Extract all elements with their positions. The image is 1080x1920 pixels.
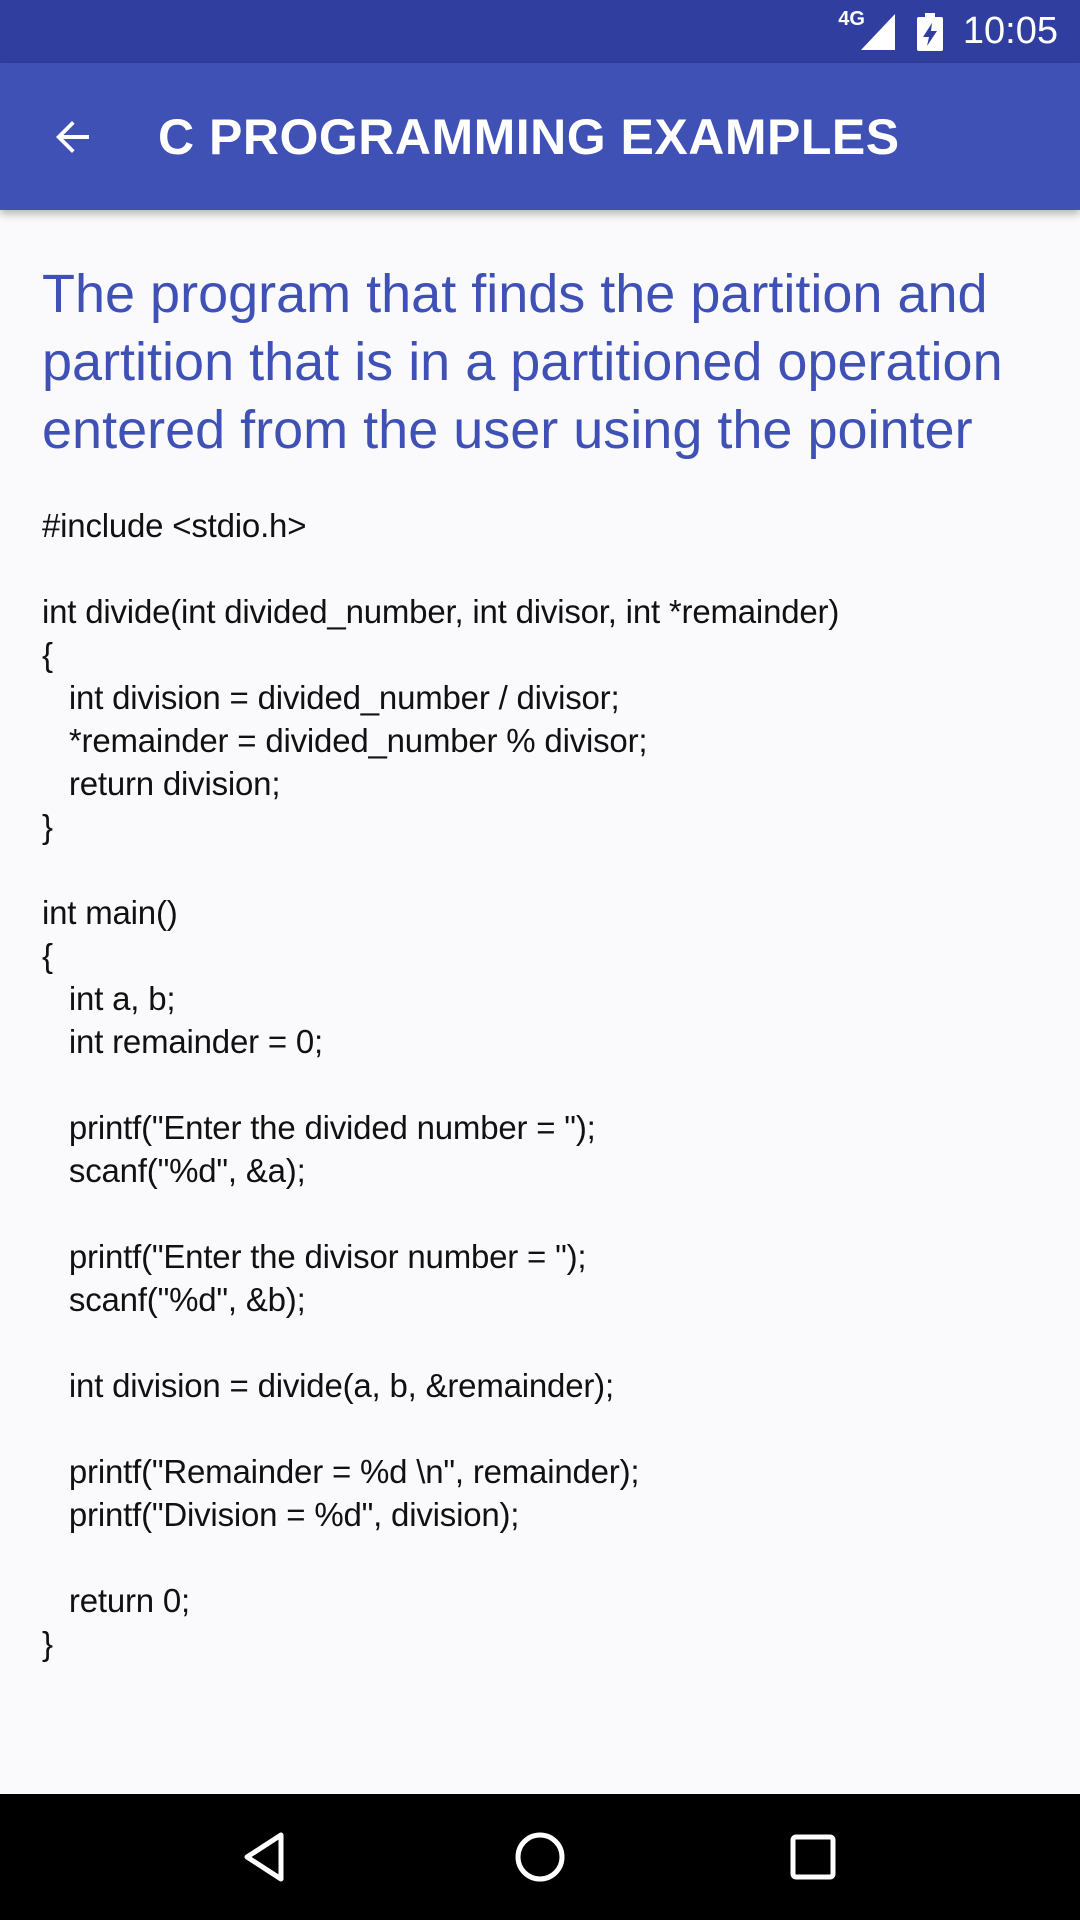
network-type-label: 4G: [838, 8, 865, 30]
nav-home-button[interactable]: [485, 1802, 595, 1912]
code-line: }: [42, 808, 53, 845]
code-block: [42, 504, 1038, 1665]
code-line: [42, 1536, 1038, 1579]
code-line: {: [42, 937, 53, 974]
code-line: printf("Enter the divisor number = ");: [42, 1238, 587, 1275]
code-line: [42, 1192, 1038, 1235]
code-line: *remainder = divided_number % divisor;: [42, 722, 648, 759]
signal-icon: [861, 14, 895, 50]
code-line: printf("Enter the divided number = ");: [42, 1109, 596, 1146]
back-button[interactable]: [17, 81, 129, 193]
code-line: printf("Division = %d", division);: [42, 1496, 520, 1533]
code-line: [42, 1321, 1038, 1364]
status-bar: [0, 0, 1080, 63]
arrow-back-icon: [49, 113, 97, 161]
recents-square-icon: [785, 1829, 841, 1885]
code-line: #include <stdio.h>: [42, 507, 307, 544]
code-line: int a, b;: [42, 980, 176, 1017]
code-line: return division;: [42, 765, 281, 802]
code-line: int divide(int divided_number, int divisor, int *remainder): [42, 593, 840, 630]
code-line: }: [42, 1625, 53, 1662]
article-content[interactable]: [0, 210, 1080, 1794]
code-line: [42, 1407, 1038, 1450]
app-title: C PROGRAMMING EXAMPLES: [158, 108, 900, 165]
app-bar: [0, 63, 1080, 210]
code-line: int division = divide(a, b, &remainder);: [42, 1367, 614, 1404]
code-line: [42, 848, 1038, 891]
code-line: scanf("%d", &b);: [42, 1281, 306, 1318]
code-line: return 0;: [42, 1582, 191, 1619]
nav-recents-button[interactable]: [758, 1802, 868, 1912]
code-line: scanf("%d", &a);: [42, 1152, 306, 1189]
nav-back-button[interactable]: [212, 1802, 322, 1912]
article-title: The program that finds the partition and partition that is in a partitioned operation entered from the user using the pointer: [42, 264, 1003, 460]
code-line: [42, 547, 1038, 590]
navigation-bar: [0, 1794, 1080, 1920]
code-line: int division = divided_number / divisor;: [42, 679, 620, 716]
code-line: int main(): [42, 894, 178, 931]
code-line: int remainder = 0;: [42, 1023, 324, 1060]
back-triangle-icon: [239, 1829, 295, 1885]
code-line: printf("Remainder = %d \n", remainder);: [42, 1453, 640, 1490]
code-line: {: [42, 636, 53, 673]
status-clock: 10:05: [962, 10, 1058, 52]
home-circle-icon: [512, 1829, 568, 1885]
code-line: [42, 1063, 1038, 1106]
battery-charging-icon: [917, 13, 943, 51]
